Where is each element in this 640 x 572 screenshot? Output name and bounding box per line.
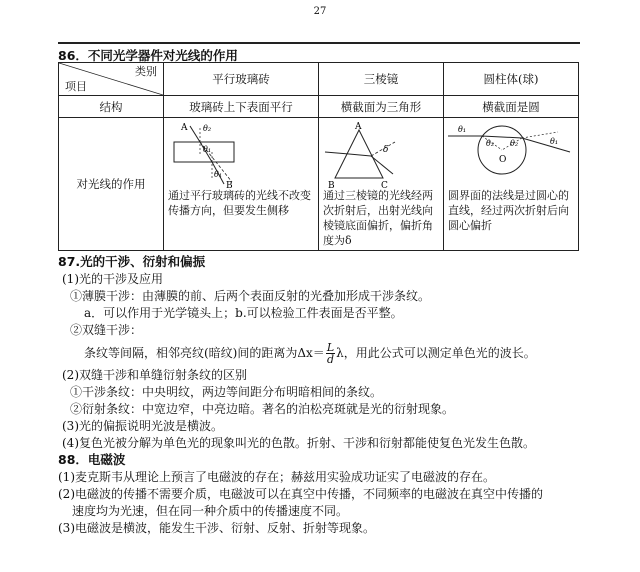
- prism-label-b: B: [328, 180, 335, 190]
- formula-fraction: [326, 342, 335, 365]
- effect-label: [59, 118, 164, 251]
- fraction-numerator: L: [326, 341, 335, 354]
- header-cylinder: 圆柱体(球): [444, 63, 579, 96]
- s87-thin-film-uses: a．可以作用于光学镜头上；b.可以检验工件表面是否平整。: [84, 306, 403, 320]
- s87-item-3: (3)光的偏振说明光波是横波。: [62, 419, 223, 433]
- header-rule: [58, 42, 580, 44]
- section-87-title: 87.光的干涉、衍射和偏振: [58, 254, 206, 269]
- structure-cylinder: 横截面是圆: [444, 96, 579, 118]
- glass-label-theta1b: θ₁: [214, 169, 223, 179]
- fraction-denominator: d: [326, 353, 334, 366]
- structure-glass-slab: 玻璃砖上下表面平行: [164, 96, 319, 118]
- structure-prism: 横截面为三角形: [319, 96, 444, 118]
- s87-thin-film: ①薄膜干涉：由薄膜的前、后两个表面反射的光叠加形成干涉条纹。: [70, 289, 431, 303]
- prism-diagram: [321, 122, 441, 190]
- effect-cylinder-text: 圆界面的法线是过圆心的直线，经过两次折射后向圆心偏折: [448, 188, 569, 232]
- prism-label-a: A: [355, 121, 362, 132]
- s88-item-2-line2: 速度均为光速，但在同一种介质中的传播速度不同。: [72, 504, 349, 518]
- header-category: 类别: [135, 65, 157, 78]
- optics-table: [58, 62, 579, 251]
- s88-item-1: (1)麦克斯韦从理论上预言了电磁波的存在；赫兹用实验成功证实了电磁波的存在。: [58, 470, 496, 484]
- effect-cylinder-cell: [444, 118, 579, 251]
- glass-label-theta2: θ₂: [203, 123, 212, 133]
- s87-interference-fringes: ①干涉条纹：中央明纹，两边等间距分布明暗相间的条纹。: [70, 385, 383, 399]
- s88-item-3: (3)电磁波是横波，能发生干涉、衍射、反射、折射等现象。: [58, 521, 376, 535]
- effect-glass-slab-text: 通过平行玻璃砖的光线不改变传播方向，但要发生侧移: [168, 188, 311, 217]
- header-item: 项目: [65, 80, 87, 93]
- effect-label-text: 对光线的作用: [76, 177, 146, 191]
- cylinder-diagram: [446, 122, 576, 190]
- s87-diffraction-fringes: ②衍射条纹：中宽边窄，中亮边暗。著名的泊松亮斑就是光的衍射现象。: [70, 402, 455, 416]
- effect-glass-slab-cell: [164, 118, 319, 251]
- header-glass-slab: 平行玻璃砖: [164, 63, 319, 96]
- glass-label-b: B: [226, 180, 233, 190]
- page-number: 27: [313, 6, 327, 17]
- prism-label-c: C: [381, 180, 388, 190]
- structure-label: 结构: [59, 96, 164, 118]
- cylinder-label-theta1b: θ₁: [550, 136, 559, 146]
- s87-item-4: (4)复色光被分解为单色光的现象叫光的色散。折射、干涉和衍射都能使复色光发生色散。: [62, 436, 536, 450]
- prism-label-delta: δ: [383, 144, 389, 155]
- effect-prism-text: 通过三棱镜的光线经两次折射后，出射光线向棱镜底面偏折，偏折角度为δ: [323, 188, 433, 247]
- s87-double-slit: ②双缝干涉：: [70, 323, 143, 337]
- section-86-title: 86．不同光学器件对光线的作用: [58, 48, 238, 63]
- glass-label-a: A: [181, 122, 188, 133]
- formula-text-before: 条纹等间隔，相邻亮纹(暗纹)间的距离为Δx＝: [84, 346, 325, 360]
- section-88-title: 88．电磁波: [58, 452, 126, 467]
- s88-item-2-line1: (2)电磁波的传播不需要介质，电磁波可以在真空中传播，不同频率的电磁波在真空中传播的: [58, 487, 544, 501]
- diagonal-header-cell: [59, 63, 164, 96]
- s87-double-slit-formula: [84, 342, 536, 365]
- header-prism: 三棱镜: [319, 63, 444, 96]
- glass-label-theta1a: θ₁: [203, 144, 212, 154]
- glass-slab-diagram: [166, 122, 316, 190]
- cylinder-label-theta1a: θ₁: [458, 124, 467, 134]
- s87-item-2: (2)双缝干涉和单缝衍射条纹的区别: [62, 368, 247, 382]
- cylinder-label-o: O: [499, 154, 507, 165]
- effect-prism-cell: [319, 118, 444, 251]
- cylinder-label-theta2a: θ₂: [486, 138, 495, 148]
- s87-item-1: (1)光的干涉及应用: [62, 272, 163, 286]
- formula-text-after: λ，用此公式可以测定单色光的波长。: [336, 346, 536, 360]
- cylinder-label-theta2b: θ₂: [510, 138, 519, 148]
